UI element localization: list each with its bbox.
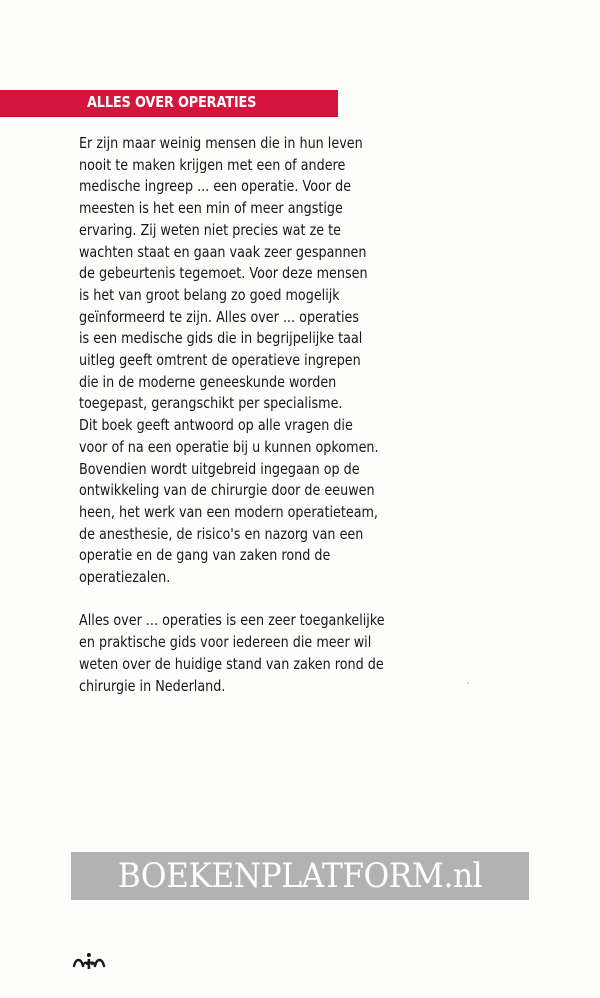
watermark-band (71, 852, 529, 900)
text-line: toegepast, gerangschikt per specialisme. (79, 394, 343, 413)
text-line: meesten is het een min of meer angstige (79, 199, 343, 218)
text-line: voor of na een operatie bij u kunnen opkomen. (79, 437, 379, 456)
text-line: chirurgie in Nederland. (79, 676, 226, 695)
text-line: geïnformeerd te zijn. Alles over ... operaties (79, 307, 360, 326)
paragraph-1 (79, 133, 379, 589)
text-line: ervaring. Zij weten niet precies wat ze te (79, 220, 342, 239)
text-line: heen, het werk van een modern operatieteam, (79, 502, 379, 521)
text-line: Alles over ... operaties is een zeer toegankelijke (79, 611, 385, 630)
text-line: ontwikkeling van de chirurgie door de eeuwen (79, 481, 375, 500)
paragraph-gap (79, 589, 379, 611)
text-line: operatiezalen. (79, 568, 171, 587)
text-line: operatie en de gang van zaken rond de (79, 546, 331, 565)
text-line: nooit te maken krijgen met een of andere (79, 155, 346, 174)
text-line: is een medische gids die in begrijpelijke taal (79, 329, 363, 348)
watermark-text: BOEKENPLATFORM.nl (117, 856, 483, 896)
text-line: weten over de huidige stand van zaken rond de (79, 654, 384, 673)
text-line: Bovendien wordt uitgebreid ingegaan op de (79, 459, 360, 478)
header-title: ALLES OVER OPERATIES (87, 93, 257, 111)
text-line: de anesthesie, de risico's en nazorg van een (79, 524, 364, 543)
text-line: Dit boek geeft antwoord op alle vragen die (79, 416, 353, 435)
paragraph-2 (79, 610, 385, 697)
paper-speck (467, 682, 469, 684)
text-line: die in de moderne geneeskunde worden (79, 372, 337, 391)
text-line: Er zijn maar weinig mensen die in hun leven (79, 134, 363, 152)
text-line: uitleg geeft omtrent de operatieve ingrepen (79, 351, 361, 370)
text-line: de gebeurtenis tegemoet. Voor deze mensen (79, 264, 368, 283)
text-line: wachten staat en gaan vaak zeer gespannen (79, 242, 367, 261)
blurb-text (79, 133, 385, 697)
text-line: en praktische gids voor iedereen die meer wil (79, 633, 372, 652)
text-line: medische ingreep ... een operatie. Voor de (79, 177, 352, 196)
publisher-logo-icon (72, 950, 106, 972)
text-line: is het van groot belang zo goed mogelijk (79, 285, 340, 304)
